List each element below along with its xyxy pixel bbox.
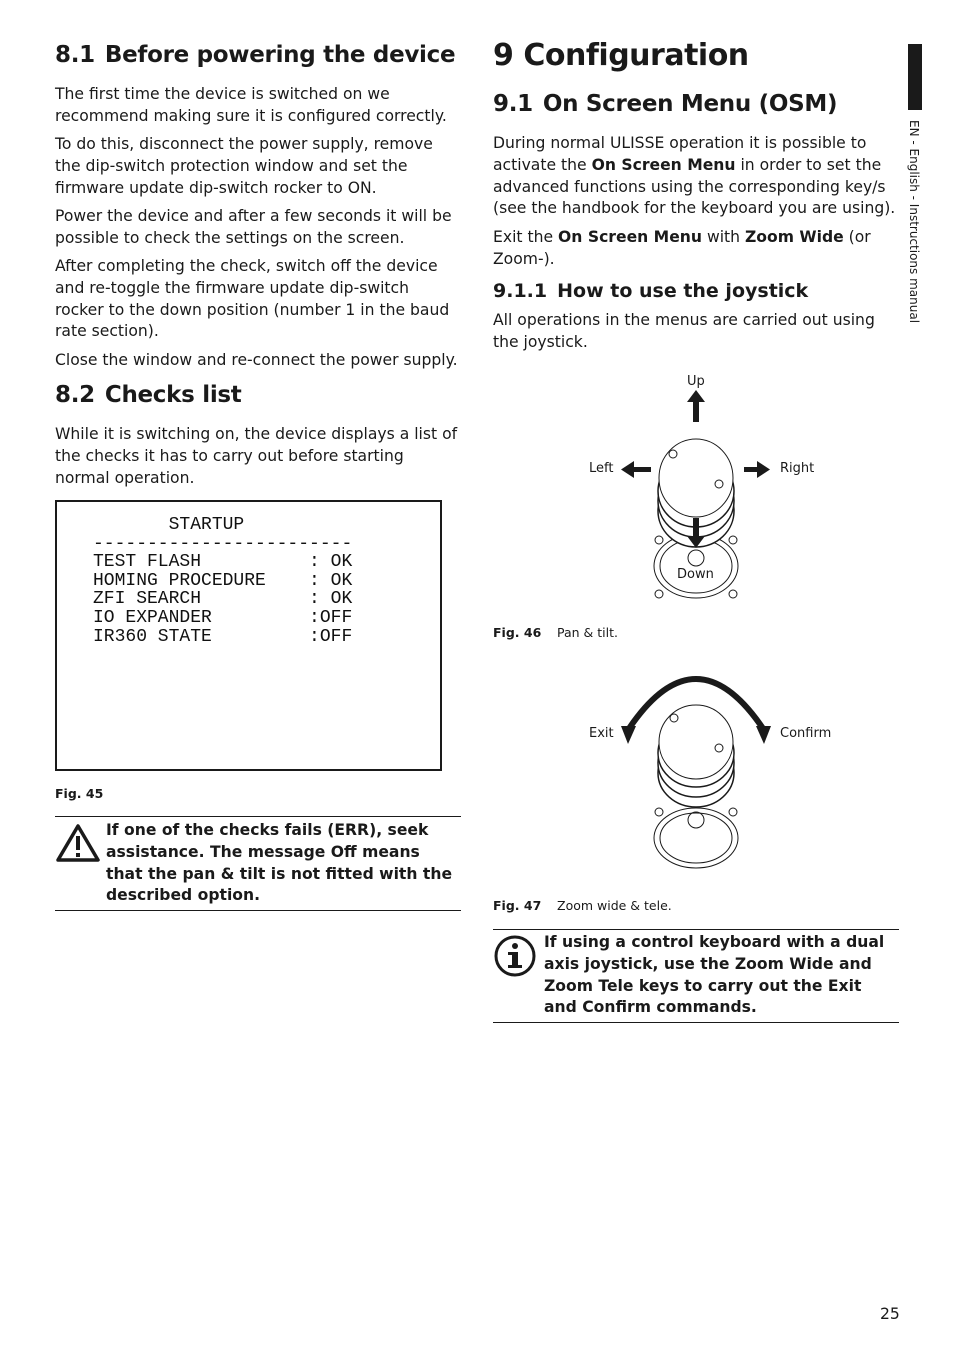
warning-note: [55, 816, 461, 911]
bold-run: On Screen Menu: [591, 155, 736, 174]
figure-47-caption: [493, 898, 672, 913]
info-icon: [493, 934, 537, 978]
section-title: How to use the joystick: [557, 280, 809, 302]
label-down: Down: [677, 567, 714, 582]
chapter-9-heading: [493, 38, 749, 73]
sidebar-language-label: [906, 120, 924, 340]
text-run: During normal ULISSE operation it is possible to activate the: [493, 134, 867, 174]
arrow-up-icon: [687, 390, 705, 422]
label-left: Left: [589, 461, 614, 476]
label-exit: Exit: [589, 726, 614, 741]
paragraph: [493, 227, 899, 271]
paragraph: While it is switching on, the device displays a list of the checks it has to carry out before starting normal operation.: [55, 425, 458, 487]
text-run: Exit the: [493, 228, 559, 246]
figure-label: Fig. 46: [493, 625, 542, 640]
info-note: [493, 929, 899, 1023]
bold-run: On Screen Menu: [558, 228, 702, 246]
section-title: Checks list: [104, 382, 242, 408]
paragraph: The first time the device is switched on we recommend making sure it is configured correctly.: [55, 85, 447, 125]
paragraph: All operations in the menus are carried out using the joystick.: [493, 311, 875, 351]
text-run: in order to set the advanced functions using the corresponding key/s (see the handbook for the keyboard you are using).: [493, 155, 896, 218]
section-number: 9.1: [493, 91, 533, 117]
section-9-1-heading: [493, 91, 837, 117]
warning-text: If one of the checks fails (ERR), seek assistance. The message Off means that the pan & tilt is not fitted with the described option.: [106, 821, 453, 905]
section-number: 8.2: [55, 382, 95, 408]
paragraph: Close the window and re-connect the power supply.: [55, 351, 458, 369]
arrow-left-icon: [621, 461, 651, 478]
paragraph: Power the device and after a few seconds it will be possible to check the settings on the screen.: [55, 207, 452, 247]
label-confirm: Confirm: [780, 726, 832, 741]
section-number: 9.1.1: [493, 280, 548, 302]
sidebar-tab: [908, 44, 922, 110]
page-number: 25: [880, 1305, 900, 1323]
section-8-1-heading: [55, 42, 455, 68]
figure-caption: Zoom wide & tele.: [557, 898, 672, 913]
paragraph: After completing the check, switch off the device and re-toggle the firmware update dip-switch rocker to the down position (number 1 in the baud rate section).: [55, 257, 450, 341]
chapter-title: Configuration: [523, 38, 749, 73]
joystick-zoom-diagram: [546, 660, 846, 875]
bold-run: Zoom Wide: [744, 228, 844, 246]
figure-label: Fig. 47: [493, 898, 542, 913]
label-right: Right: [780, 461, 815, 476]
section-title: Before powering the device: [104, 42, 456, 68]
section-9-1-1-heading: [493, 280, 808, 302]
startup-screen-text: STARTUP ------------------------ TEST FLASH : OK HOMING PROCEDURE : OK ZFI SEARCH : OK IO EXPANDER :OFF IR360 STATE :OFF: [93, 515, 353, 647]
warning-icon: [56, 823, 100, 863]
info-text: If using a control keyboard with a dual axis joystick, use the Zoom Wide and Zoom Tele keys to carry out the Exit and Confirm commands.: [544, 933, 885, 1017]
section-8-2-heading: [55, 382, 242, 408]
figure-label: Fig. 45: [55, 786, 104, 801]
text-run: (or Zoom-).: [493, 228, 871, 268]
label-up: Up: [687, 374, 705, 389]
paragraph: [493, 133, 899, 220]
text-run: with: [701, 228, 745, 246]
startup-screen-figure: [55, 500, 442, 771]
paragraph: To do this, disconnect the power supply, remove the dip-switch protection window and set the firmware update dip-switch rocker to ON.: [55, 135, 433, 197]
chapter-number: 9: [493, 38, 514, 73]
section-title: On Screen Menu (OSM): [542, 91, 838, 117]
figure-caption: Pan & tilt.: [557, 625, 618, 640]
section-number: 8.1: [55, 42, 95, 68]
sidebar-text: EN - English - Instructions manual: [907, 120, 921, 324]
arrow-right-icon: [744, 461, 770, 478]
figure-46-caption: [493, 625, 618, 640]
figure-45-caption: [55, 786, 119, 801]
